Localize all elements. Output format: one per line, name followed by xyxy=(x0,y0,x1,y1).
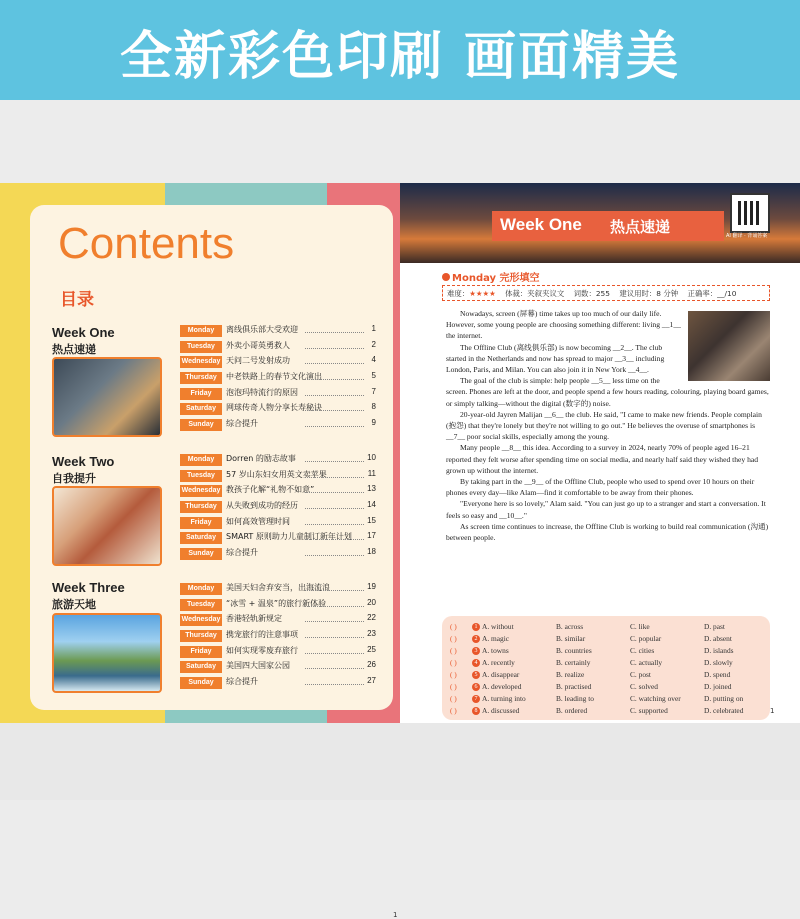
day-badge: Sunday xyxy=(180,548,222,560)
dot-leader xyxy=(305,684,364,685)
dot-leader xyxy=(305,477,364,478)
toc-topic: 综合提升 xyxy=(226,419,258,429)
option-c[interactable]: C. watching over xyxy=(630,694,681,703)
passage-paragraph: The Offline Club (离线俱乐部) is now becoming __2__. The club started in the Netherlands and now has spread to major __3__ including London, Paris, and Milan. You can also join it in New York __4__. xyxy=(446,342,665,375)
toc-topic: 中老铁路上的春节文化演出 xyxy=(226,372,322,382)
toc-page: 5 xyxy=(371,371,376,381)
dot-leader xyxy=(305,539,364,540)
dot-leader xyxy=(305,668,364,669)
option-b[interactable]: B. realize xyxy=(556,670,585,679)
toc-page: 19 xyxy=(367,582,376,591)
dot-leader xyxy=(305,363,364,364)
option-c[interactable]: C. popular xyxy=(630,634,662,643)
toc-row[interactable] xyxy=(180,530,376,546)
toc-page: 17 xyxy=(367,531,376,541)
passage-paragraph: "Everyone here is so lovely," Alam said. "You can just go up to a stranger and start a conversation. It feels so easy and __10__." xyxy=(446,499,766,520)
dot-leader xyxy=(305,379,364,380)
dot-leader xyxy=(305,606,364,607)
option-b[interactable]: B. countries xyxy=(556,646,592,655)
question-number: 8 xyxy=(472,707,480,715)
dot-leader xyxy=(305,637,364,638)
toc-row[interactable] xyxy=(180,468,376,484)
question-number: 1 xyxy=(472,623,480,631)
question-number: 7 xyxy=(472,695,480,703)
toc-topic: 香港轻轨新规定 xyxy=(226,614,282,624)
day-badge: Wednesday xyxy=(180,614,222,626)
dot-leader xyxy=(305,524,364,525)
accuracy-info: 正确率：__/10 xyxy=(687,289,737,298)
toc-row[interactable] xyxy=(180,323,376,339)
day-badge: Sunday xyxy=(180,677,222,689)
dot-leader xyxy=(305,348,364,349)
week-banner xyxy=(492,211,724,241)
passage xyxy=(446,308,770,543)
day-badge: Monday xyxy=(180,325,222,337)
week-two-list xyxy=(180,452,376,562)
train-landscape-photo xyxy=(52,613,162,693)
answer-options-box xyxy=(442,616,770,720)
week-one-subtitle: 热点速递 xyxy=(52,343,96,356)
option-c[interactable]: C. like xyxy=(630,622,650,631)
day-badge: Wednesday xyxy=(180,485,222,497)
camera-gimbal-photo xyxy=(52,357,162,437)
toc-page: 14 xyxy=(367,500,376,510)
week-two-subtitle: 自我提升 xyxy=(52,472,96,485)
word-count-info: 词数：255 xyxy=(573,289,610,298)
week-one-title: Week One xyxy=(52,325,115,340)
toc-row[interactable] xyxy=(180,675,376,691)
answer-bracket[interactable]: ( ) xyxy=(450,634,457,643)
toc-page: 7 xyxy=(371,386,376,396)
toc-row[interactable] xyxy=(180,546,376,562)
option-c[interactable]: C. cities xyxy=(630,646,655,655)
dot-leader xyxy=(305,332,364,333)
reading-woman-photo xyxy=(52,486,162,566)
day-badge: Tuesday xyxy=(180,341,222,353)
passage-paragraph: Many people __8__ this idea. According to a survey in 2024, nearly 70% of people aged 16–21 reported they felt worse after spending time on social media, and nearly half said they wished they had grown up without the internet. xyxy=(446,443,759,475)
option-row xyxy=(450,682,766,694)
passage-paragraph: 20-year-old Jayren Malijan __6__ the club. He said, "I came to make new friends. People complain (抱怨) that they're lonely but they're not willing to go out." He believes the overuse of smartphones is __7__ poor social skills, especially among the young. xyxy=(446,409,762,442)
banner-title: 全新彩色印刷 画面精美 xyxy=(119,27,681,87)
toc-row[interactable] xyxy=(180,417,376,433)
dot-leader xyxy=(305,395,364,396)
option-a[interactable]: A. recently xyxy=(482,658,515,667)
toc-topic: 如何高效管理时间 xyxy=(226,516,290,526)
option-row xyxy=(450,646,766,658)
option-c[interactable]: C. post xyxy=(630,670,651,679)
city-skyline-header-image xyxy=(400,183,800,263)
top-banner xyxy=(0,0,800,100)
week-three-subtitle: 旅游天地 xyxy=(52,598,96,611)
page-number: 1 xyxy=(770,707,775,715)
week-three-title: Week Three xyxy=(52,580,125,595)
toc-topic: 教孩子化解“礼物不如意” xyxy=(226,485,315,495)
option-b[interactable]: B. certainly xyxy=(556,658,591,667)
toc-topic: 离线俱乐部大受欢迎 xyxy=(226,325,298,334)
difficulty-stars: ★★★★ xyxy=(469,289,496,298)
option-row xyxy=(450,634,766,646)
toc-row[interactable] xyxy=(180,483,376,499)
monday-heading-text: Monday 完形填空 xyxy=(452,273,540,284)
day-badge: Saturday xyxy=(180,661,222,673)
day-badge: Friday xyxy=(180,517,222,529)
dot-leader xyxy=(305,410,364,411)
toc-row[interactable] xyxy=(180,612,376,628)
toc-page: 9 xyxy=(371,418,376,428)
dot-leader xyxy=(305,508,364,509)
toc-topic: 美国四大国家公园 xyxy=(226,661,290,671)
contents-title: Contents xyxy=(58,219,235,268)
question-number: 5 xyxy=(472,671,480,679)
day-badge: Saturday xyxy=(180,403,222,415)
monday-heading xyxy=(442,269,540,284)
toc-row[interactable] xyxy=(180,401,376,417)
passage-paragraph: As screen time continues to increase, the Offline Club is working to build real communication (沟通) between people. xyxy=(446,521,769,543)
toc-topic: 57 岁山东妇女用英文卖苹果 xyxy=(226,469,327,479)
toc-row[interactable] xyxy=(180,581,376,597)
week-two-title: Week Two xyxy=(52,454,115,469)
toc-topic: 从失败到成功的经历 xyxy=(226,501,298,511)
option-b[interactable]: B. similar xyxy=(556,634,586,643)
option-b[interactable]: B. practised xyxy=(556,682,592,691)
option-a[interactable]: A. magic xyxy=(482,634,510,643)
exercise-info-bar xyxy=(442,285,770,301)
option-d[interactable]: D. spend xyxy=(704,670,731,679)
week-one-list xyxy=(180,323,376,433)
question-number: 4 xyxy=(472,659,480,667)
day-badge: Thursday xyxy=(180,372,222,384)
option-d[interactable]: D. putting on xyxy=(704,694,744,703)
toc-topic: “冰雪 + 温泉”的旅行新体验 xyxy=(226,598,327,608)
toc-row[interactable] xyxy=(180,370,376,386)
option-a[interactable]: A. developed xyxy=(482,682,522,691)
option-a[interactable]: A. towns xyxy=(482,646,509,655)
dot-leader xyxy=(305,555,364,556)
option-b[interactable]: B. across xyxy=(556,622,584,631)
day-badge: Wednesday xyxy=(180,356,222,368)
day-badge: Monday xyxy=(180,583,222,595)
toc-topic: 美国天妇舍弃安当，出海流浪 xyxy=(226,583,330,592)
option-b[interactable]: B. leading to xyxy=(556,694,594,703)
toc-topic: 如何实现零废弃旅行 xyxy=(226,645,298,655)
toc-row[interactable] xyxy=(180,628,376,644)
contents-page-number: 1 xyxy=(393,911,398,919)
day-badge: Saturday xyxy=(180,532,222,544)
dot-leader xyxy=(305,590,364,591)
qr-pattern xyxy=(738,201,762,225)
toc-page: 8 xyxy=(371,402,376,412)
toc-row[interactable] xyxy=(180,597,376,613)
qr-code-icon[interactable] xyxy=(730,193,770,233)
play-icon xyxy=(442,273,450,281)
toc-page: 10 xyxy=(367,453,376,462)
toc-row[interactable] xyxy=(180,452,376,468)
toc-row[interactable] xyxy=(180,354,376,370)
day-badge: Thursday xyxy=(180,501,222,513)
toc-page: 4 xyxy=(371,355,376,365)
toc-page: 20 xyxy=(367,597,376,607)
toc-topic: SMART 原则助力儿童制订新年计划 xyxy=(226,532,352,542)
option-row xyxy=(450,694,766,706)
dot-leader xyxy=(305,653,364,654)
toc-topic: Dorren 的励志故事 xyxy=(226,454,296,463)
passage-paragraph: Nowadays, screen (屏幕) time takes up too much of our daily life. However, some young people are choosing something different: living __1__ the internet. xyxy=(446,309,681,341)
toc-topic: 综合提升 xyxy=(226,677,258,687)
option-b[interactable]: B. ordered xyxy=(556,706,588,715)
option-d[interactable]: D. past xyxy=(704,622,725,631)
toc-row[interactable] xyxy=(180,659,376,675)
toc-row[interactable] xyxy=(180,386,376,402)
option-a[interactable]: A. disappear xyxy=(482,670,520,679)
dot-leader xyxy=(305,426,364,427)
week-banner-en: Week One xyxy=(500,215,582,234)
toc-page: 18 xyxy=(367,547,376,557)
day-badge: Sunday xyxy=(180,419,222,431)
day-badge: Thursday xyxy=(180,630,222,642)
option-a[interactable]: A. discussed xyxy=(482,706,520,715)
question-number: 2 xyxy=(472,635,480,643)
toc-row[interactable] xyxy=(180,515,376,531)
toc-row[interactable] xyxy=(180,339,376,355)
answer-bracket[interactable]: ( ) xyxy=(450,622,457,631)
toc-page: 25 xyxy=(367,644,376,654)
time-info: 建议用时：8 分钟 xyxy=(619,289,679,298)
option-c[interactable]: C. actually xyxy=(630,658,663,667)
phone-users-photo xyxy=(688,311,770,381)
option-c[interactable]: C. solved xyxy=(630,682,658,691)
answer-bracket[interactable]: ( ) xyxy=(450,658,457,667)
answer-bracket[interactable]: ( ) xyxy=(450,646,457,655)
passage-paragraph: By taking part in the __9__ of the Offline Club, people who used to spend over 10 hours on their phones every day—like Alam—find it comfortable to be away from their phones. xyxy=(446,477,755,498)
contents-subtitle: 目录 xyxy=(60,290,94,310)
toc-page: 13 xyxy=(367,484,376,494)
toc-row[interactable] xyxy=(180,499,376,515)
option-a[interactable]: A. turning into xyxy=(482,694,526,703)
day-badge: Monday xyxy=(180,454,222,466)
day-badge: Friday xyxy=(180,388,222,400)
toc-topic: 综合提升 xyxy=(226,548,258,558)
toc-page: 2 xyxy=(371,339,376,349)
toc-topic: 外卖小哥英勇救人 xyxy=(226,340,290,350)
toc-page: 26 xyxy=(367,660,376,670)
question-number: 6 xyxy=(472,683,480,691)
toc-row[interactable] xyxy=(180,644,376,660)
toc-page: 1 xyxy=(371,324,376,333)
option-d[interactable]: D. celebrated xyxy=(704,706,744,715)
option-row xyxy=(450,706,766,718)
dot-leader xyxy=(305,492,364,493)
option-c[interactable]: C. supported xyxy=(630,706,668,715)
toc-page: 23 xyxy=(367,629,376,639)
toc-page: 15 xyxy=(367,515,376,525)
toc-topic: 天问二号发射成功 xyxy=(226,356,290,366)
genre-info: 体裁：夹叙夹议文 xyxy=(505,289,565,298)
option-d[interactable]: D. slowly xyxy=(704,658,733,667)
difficulty-label: 难度： xyxy=(447,289,470,298)
answer-bracket[interactable]: ( ) xyxy=(450,670,457,679)
option-row xyxy=(450,670,766,682)
answer-bracket[interactable]: ( ) xyxy=(450,694,457,703)
day-badge: Tuesday xyxy=(180,599,222,611)
option-d[interactable]: D. joined xyxy=(704,682,732,691)
answer-bracket[interactable]: ( ) xyxy=(450,706,457,715)
option-d[interactable]: D. absent xyxy=(704,634,732,643)
option-row xyxy=(450,622,766,634)
week-banner-cn: 热点速递 xyxy=(610,218,671,236)
dot-leader xyxy=(305,461,364,462)
toc-topic: 网球传奇人物分享长寿秘诀 xyxy=(226,403,322,413)
toc-topic: 携宠旅行的注意事项 xyxy=(226,630,298,640)
week-three-list xyxy=(180,581,376,691)
option-a[interactable]: A. without xyxy=(482,622,514,631)
book-page xyxy=(400,183,800,723)
answer-bracket[interactable]: ( ) xyxy=(450,682,457,691)
option-d[interactable]: D. islands xyxy=(704,646,734,655)
question-number: 3 xyxy=(472,647,480,655)
passage-paragraph: The goal of the club is simple: help people __5__ less time on the screen. Phones are left at the door, and people spend a few hours reading, colouring, playing board games, or simply talking—without the digital (数字的) noise. xyxy=(446,376,769,408)
qr-caption: AI 翻译 · 背诵答案 xyxy=(726,233,768,239)
bottom-band xyxy=(0,723,800,800)
day-badge: Tuesday xyxy=(180,470,222,482)
toc-page: 27 xyxy=(367,676,376,686)
dot-leader xyxy=(305,621,364,622)
option-row xyxy=(450,658,766,670)
toc-page: 22 xyxy=(367,613,376,623)
day-badge: Friday xyxy=(180,646,222,658)
contents-card xyxy=(30,205,398,919)
toc-topic: 泡泡玛特流行的原因 xyxy=(226,387,298,397)
toc-page: 11 xyxy=(367,468,376,478)
